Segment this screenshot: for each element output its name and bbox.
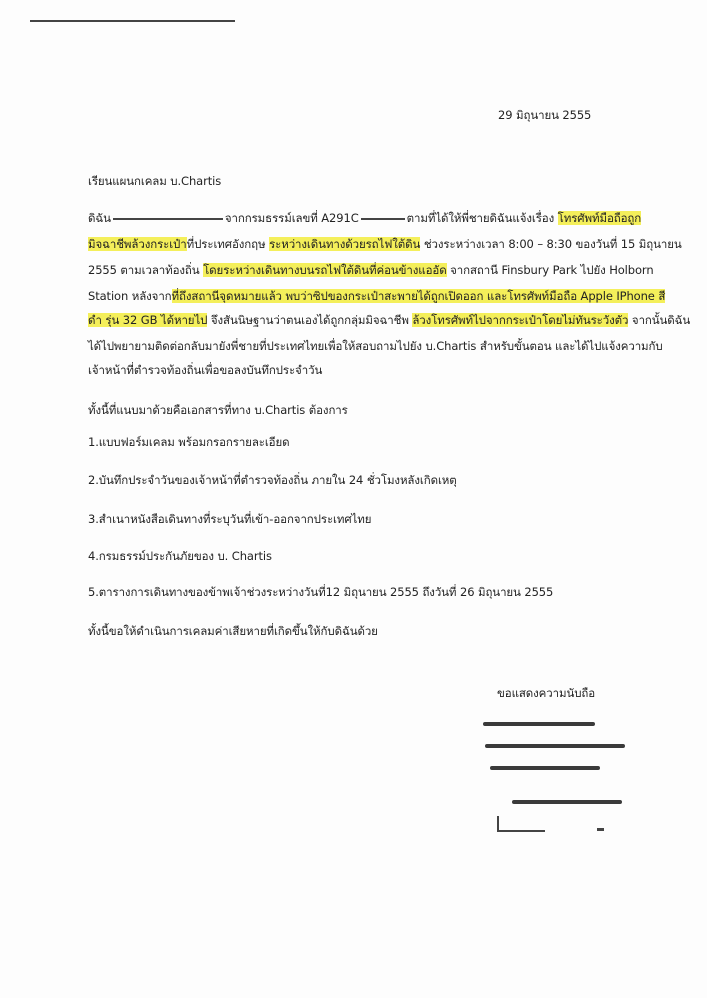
attachment-item: 3.สำเนาหนังสือเดินทางที่ระบุวันที่เข้า-ออกจากประเทศไทย — [88, 512, 372, 526]
body-line-6: ได้ไปพยายามติดต่อกลับมายังพี่ชายที่ประเทศไทยเพื่อให้สอบถามไปยัง บ.Chartis สำหรับขั้นตอน และได้ไปแจ้งความกับ — [88, 339, 663, 353]
attachment-item: 4.กรมธรรม์ประกันภัยของ บ. Chartis — [88, 549, 272, 563]
body-text: จากกรมธรรม์เลขที่ A291C — [224, 211, 359, 225]
salutation: เรียนแผนกเคลม บ.Chartis — [88, 174, 222, 188]
highlighted-text: ที่ถึงสถานีจุดหมายแล้ว พบว่าซิปของกระเป๋าสะพายได้ถูกเปิดออก และโทรศัพท์มือถือ Apple IPhone สี — [171, 289, 666, 303]
attachment-item: 5.ตารางการเดินทางของข้าพเจ้าช่วงระหว่างวันที่12 มิถุนายน 2555 ถึงวันที่ 26 มิถุนายน 2555 — [88, 585, 554, 599]
highlighted-text: ล้วงโทรศัพท์ไปจากกระเป๋าโดยไม่ทันระวังตัว — [412, 313, 629, 327]
signature-mark — [497, 816, 545, 832]
signature-mark — [597, 828, 604, 831]
body-text: ช่วงระหว่างเวลา 8:00 – 8:30 ของวันที่ 15 มิถุนายน — [420, 237, 682, 251]
body-text: จากสถานี Finsbury Park ไปยัง Holborn — [446, 263, 654, 277]
highlighted-text: โดยระหว่างเดินทางบนรถไฟใต้ดินที่ค่อนข้างแออัด — [203, 263, 447, 277]
body-line-7: เจ้าหน้าที่ตำรวจท้องถิ่นเพื่อขอลงบันทึกประจำวัน — [88, 363, 323, 377]
attachment-item: 2.บันทึกประจำวันของเจ้าหน้าที่ตำรวจท้องถิ่น ภายใน 24 ชั่วโมงหลังเกิดเหตุ — [88, 473, 457, 487]
body-text: ตามที่ได้ให้พี่ชายดิฉันแจ้งเรื่อง — [406, 211, 558, 225]
highlighted-text: โทรศัพท์มือถือถูก — [557, 211, 642, 225]
redacted-signature-line — [485, 744, 625, 748]
body-line-4 — [88, 288, 665, 304]
top-rule — [30, 20, 235, 22]
body-text: Station หลังจาก — [88, 289, 172, 303]
body-line-5 — [88, 312, 690, 328]
body-line-1 — [88, 210, 641, 226]
body-text: ดิฉัน — [88, 211, 111, 225]
body-text: จึงสันนิษฐานว่าตนเองได้ถูกกลุ่มมิจฉาชีพ — [207, 313, 413, 327]
highlighted-text: ดำ รุ่น 32 GB ได้หายไป — [88, 313, 208, 327]
redacted-signature-line — [490, 766, 600, 770]
body-text: จากนั้นดิฉัน — [628, 313, 691, 327]
redacted-signature-line — [512, 800, 622, 804]
closing-request: ทั้งนี้ขอให้ดำเนินการเคลมค่าเสียหายที่เกิดขึ้นให้กับดิฉันด้วย — [88, 624, 378, 638]
attachment-item: 1.แบบฟอร์มเคลม พร้อมกรอกรายละเอียด — [88, 435, 290, 449]
redacted-signature-line — [483, 722, 595, 726]
signoff: ขอแสดงความนับถือ — [497, 686, 596, 700]
body-text: 2555 ตามเวลาท้องถิ่น — [88, 263, 204, 277]
highlighted-text: มิจฉาชีพล้วงกระเป๋า — [88, 237, 187, 251]
redaction-mark — [361, 218, 405, 220]
body-line-2 — [88, 236, 682, 252]
highlighted-text: ระหว่างเดินทางด้วยรถไฟใต้ดิน — [269, 237, 421, 251]
attachments-intro: ทั้งนี้ที่แนบมาด้วยคือเอกสารที่ทาง บ.Chartis ต้องการ — [88, 403, 348, 417]
body-text: ที่ประเทศอังกฤษ — [186, 237, 270, 251]
body-line-3 — [88, 262, 654, 278]
redaction-mark — [113, 218, 223, 220]
letter-date: 29 มิถุนายน 2555 — [498, 108, 592, 122]
